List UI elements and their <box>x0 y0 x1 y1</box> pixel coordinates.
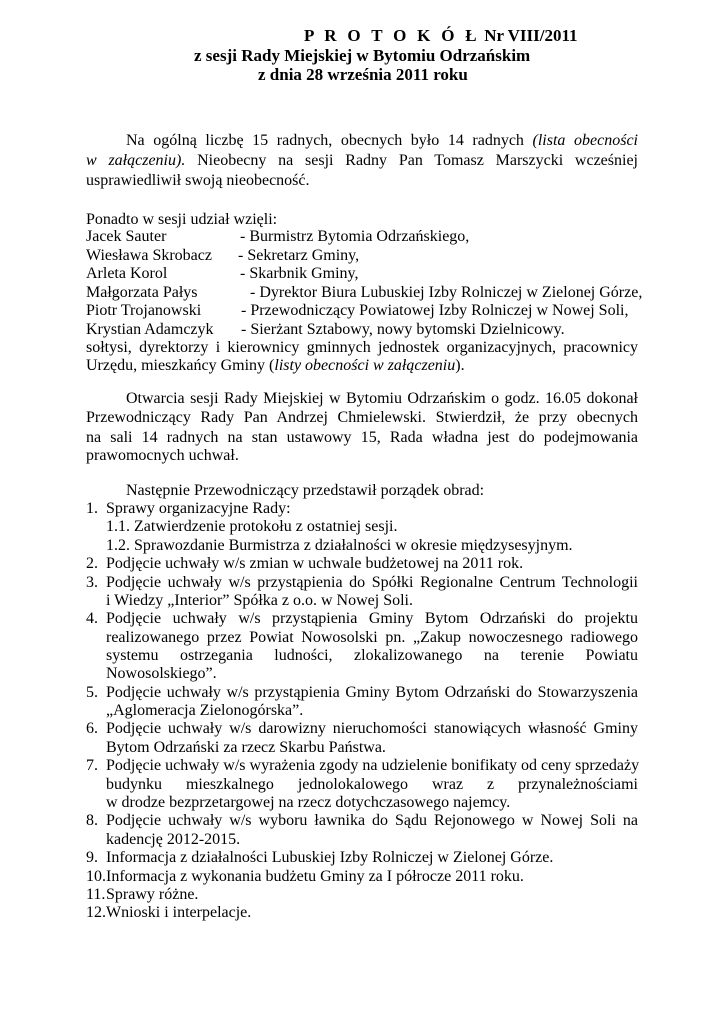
others-text: ). <box>455 357 465 374</box>
agenda-number: 3. <box>86 574 98 591</box>
attendees-heading: Ponadto w sesji udział wzięli: <box>86 211 278 228</box>
opening-line-4: prawomocnych uchwał. <box>86 447 239 464</box>
agenda-subitem: 1.1. Zatwierdzenie protokołu z ostatniej sesji. <box>106 518 398 535</box>
agenda-item: Podjęcie uchwały w/s przystąpienia do Spółki Regionalne Centrum Technologii <box>106 574 638 591</box>
agenda-number: 11. <box>86 886 106 903</box>
agenda-number: 4. <box>86 610 98 627</box>
attendee-role: - Przewodniczący Powiatowej Izby Rolniczej w Nowej Soli, <box>241 302 629 319</box>
agenda-item: Informacja z wykonania budżetu Gminy za I półrocze 2011 roku. <box>106 868 524 885</box>
agenda-subitem: 1.2. Sprawozdanie Burmistrza z działalności w okresie międzysesyjnym. <box>106 537 573 554</box>
attendee-name: Arleta Korol <box>86 265 168 282</box>
attendee-role: - Dyrektor Biura Lubuskiej Izby Rolniczej w Zielonej Górze, <box>250 284 643 301</box>
protocol-title <box>304 26 578 46</box>
intro-italic: (lista obecności <box>532 132 638 149</box>
agenda-item: Podjęcie uchwały w/s wyrażenia zgody na udzielenie bonifikaty od ceny sprzedaży <box>106 757 640 774</box>
agenda-item-continued: i Wiedzy „Interior” Spółka z o.o. w Nowej Soli. <box>106 592 413 609</box>
intro-text: Nieobecny na sesji Radny Pan Tomasz Marszycki wcześniej <box>185 152 638 169</box>
others-line-1: sołtysi, dyrektorzy i kierownicy gminnych jednostek organizacyjnych, pracownicy <box>86 339 638 356</box>
attendee-role: - Sekretarz Gminy, <box>238 247 360 264</box>
protocol-number: Nr VIII/2011 <box>484 26 578 45</box>
agenda-item: Podjęcie uchwały w/s wyboru ławnika do Sądu Rejonowego w Nowej Soli na <box>106 812 638 829</box>
attendee-name: Wiesława Skrobacz <box>86 247 212 264</box>
agenda-intro: Następnie Przewodniczący przedstawił porządek obrad: <box>126 482 485 499</box>
attendee-role: - Skarbnik Gminy, <box>240 265 359 282</box>
protocol-title-prefix: P R O T O K Ó Ł <box>304 26 480 45</box>
agenda-item: Podjęcie uchwały w/s przystąpienia Gminy Bytom Odrzański do Stowarzyszenia <box>106 684 638 701</box>
agenda-number: 10. <box>86 868 106 885</box>
attendee-role: - Burmistrz Bytomia Odrzańskiego, <box>240 228 470 245</box>
agenda-item-continued: w drodze bezprzetargowej na rzecz dotychczasowego najemcy. <box>106 794 511 811</box>
opening-line-1: Otwarcia sesji Rady Miejskiej w Bytomiu Odrzańskim o godz. 16.05 dokonał <box>126 390 638 407</box>
agenda-item: Wnioski i interpelacje. <box>106 904 252 921</box>
agenda-item: Informacja z działalności Lubuskiej Izby Rolniczej w Zielonej Górze. <box>106 849 554 866</box>
intro-line-1 <box>126 131 638 151</box>
agenda-item-continued: „Aglomeracja Zielonogórska”. <box>106 702 304 719</box>
agenda-item-continued: realizowanego przez Powiat Nowosolski pn. „Zakup nowoczesnego radiowego <box>106 629 638 646</box>
intro-text: Na ogólną liczbę 15 radnych, obecnych było 14 radnych <box>126 132 533 149</box>
agenda-item: Podjęcie uchwały w/s przystąpienia Gminy Bytom Odrzański do projektu <box>106 610 638 627</box>
attendee-name: Małgorzata Pałys <box>86 284 198 301</box>
intro-line-3: usprawiedliwił swoją nieobecność. <box>86 172 310 189</box>
attendee-name: Jacek Sauter <box>86 228 167 245</box>
agenda-item-continued: kadencję 2012-2015. <box>106 831 241 848</box>
agenda-item-continued: Bytom Odrzański za rzecz Skarbu Państwa. <box>106 739 386 756</box>
agenda-item: Podjęcie uchwały w/s zmian w uchwale budżetowej na 2011 rok. <box>106 555 524 572</box>
agenda-number: 6. <box>86 720 98 737</box>
others-text: Urzędu, mieszkańcy Gminy ( <box>86 357 275 374</box>
agenda-item-continued: Nowosolskiego”. <box>106 665 217 682</box>
others-line-2 <box>86 356 638 376</box>
agenda-item-continued: budynku mieszkalnego jednolokalowego wraz z przynależnościami <box>106 776 638 793</box>
agenda-item: Sprawy różne. <box>106 886 199 903</box>
agenda-number: 12. <box>86 904 106 921</box>
attendee-role: - Sierżant Sztabowy, nowy bytomski Dzielnicowy. <box>241 321 565 338</box>
session-date: z dnia 28 września 2011 roku <box>258 65 468 84</box>
agenda-number: 8. <box>86 812 98 829</box>
opening-line-3: na sali 14 radnych na stan ustawowy 15, Rada władna jest do podejmowania <box>86 429 638 446</box>
agenda-item: Sprawy organizacyjne Rady: <box>106 500 291 517</box>
others-italic: listy obecności w załączeniu <box>274 357 456 374</box>
agenda-number: 5. <box>86 684 98 701</box>
intro-line-2 <box>86 151 638 171</box>
attendee-name: Krystian Adamczyk <box>86 321 214 338</box>
agenda-number: 9. <box>86 849 98 866</box>
session-subtitle: z sesji Rady Miejskiej w Bytomiu Odrzańskim <box>194 46 531 65</box>
agenda-number: 1. <box>86 500 98 517</box>
agenda-item-continued: systemu ostrzegania ludności, zlokalizowanego na terenie Powiatu <box>106 647 638 664</box>
intro-italic: w załączeniu). <box>86 152 186 169</box>
opening-line-2: Przewodniczący Rady Pan Andrzej Chmielewski. Stwierdził, że przy obecnych <box>86 409 638 426</box>
agenda-number: 7. <box>86 757 98 774</box>
agenda-item: Podjęcie uchwały w/s darowizny nieruchomości stanowiących własność Gminy <box>106 720 638 737</box>
attendee-name: Piotr Trojanowski <box>86 302 202 319</box>
agenda-number: 2. <box>86 555 98 572</box>
